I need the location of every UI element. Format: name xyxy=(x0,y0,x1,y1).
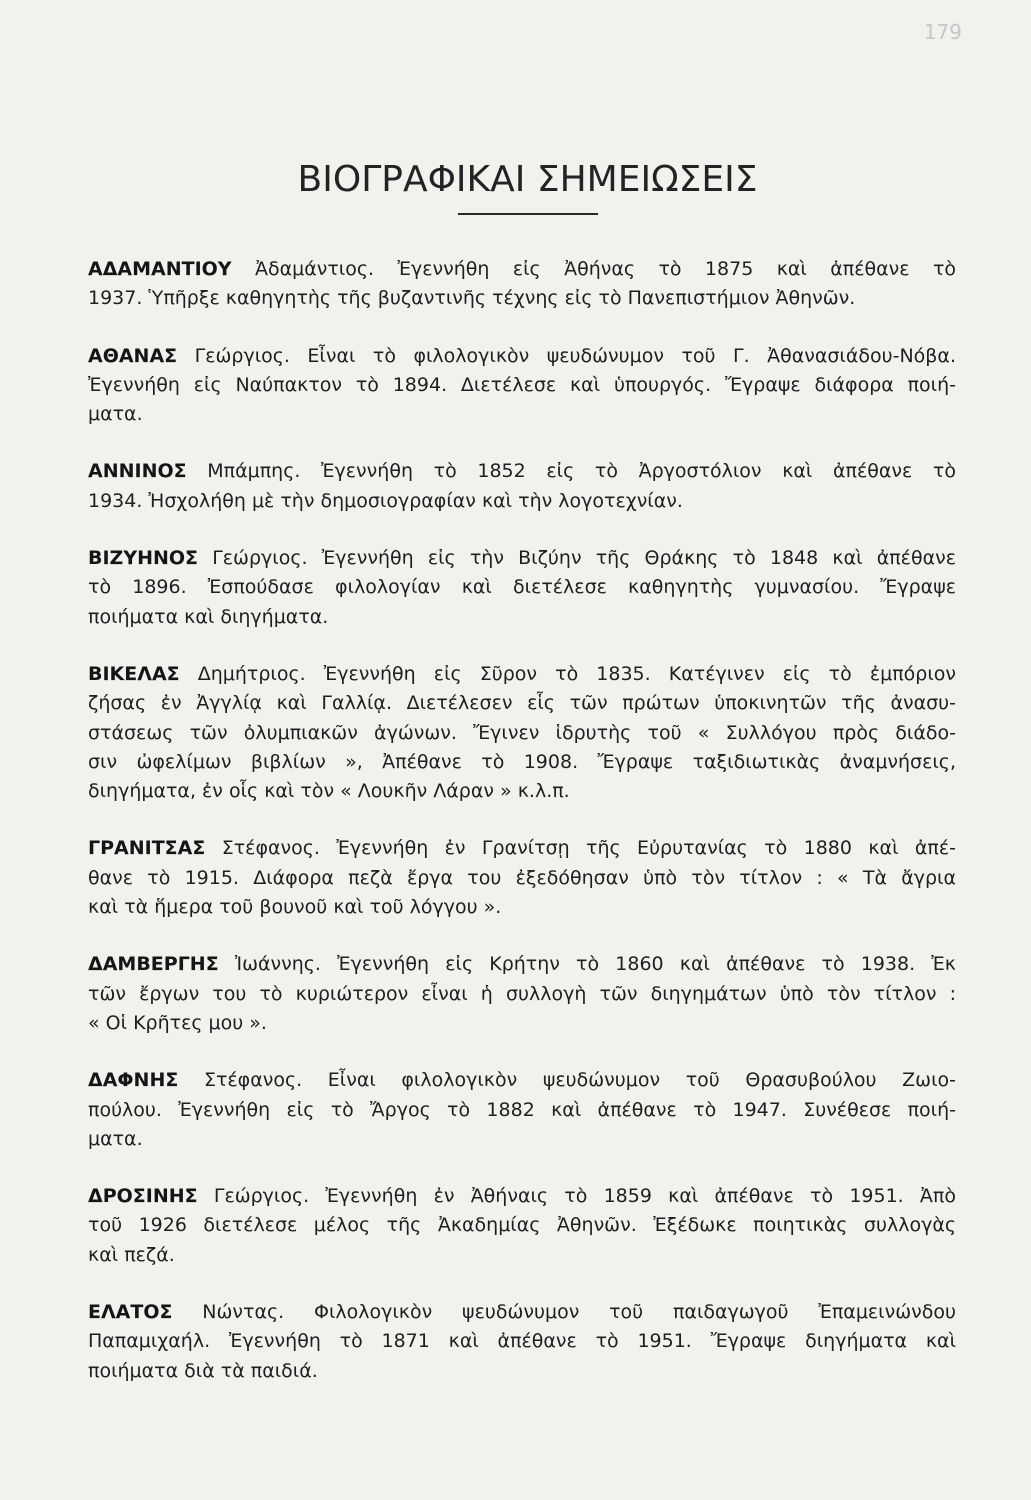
entry-line: καὶ πεζά. xyxy=(88,1243,175,1266)
entry-line xyxy=(88,544,956,573)
entry-line xyxy=(88,1298,956,1327)
entry-vizyinos xyxy=(88,544,956,632)
entry-line xyxy=(88,1182,956,1211)
entry-damvergis xyxy=(88,950,956,1038)
entry-text: Ἀδαμάντιος. Ἐγεννήθη εἰς Ἀθήνας τὸ 1875 καὶ ἀπέθανε τὸ xyxy=(255,258,956,280)
entry-line xyxy=(88,255,956,284)
entry-headword: ΒΙΖΥΗΝΟΣ xyxy=(88,547,199,570)
entry-line: στάσεως τῶν ὀλυμπιακῶν ἀγώνων. Ἔγινεν ἱδρυτὴς τοῦ « Συλλόγου πρὸς διάδο- xyxy=(88,721,956,744)
entry-line xyxy=(88,457,956,486)
entry-headword: ΒΙΚΕΛΑΣ xyxy=(88,662,180,685)
entry-text: Στέφανος. Εἶναι φιλολογικὸν ψευδώνυμον τοῦ Θρασυβούλου Ζωιο- xyxy=(203,1069,956,1092)
entry-text: Γεώργιος. Ἐγεννήθη ἐν Ἀθήναις τὸ 1859 καὶ ἀπέθανε τὸ 1951. Ἀπὸ xyxy=(213,1185,956,1208)
entry-line: τὸ 1896. Ἐσπούδασε φιλολογίαν καὶ διετέλεσε καθηγητὴς γυμνασίου. Ἔγραψε xyxy=(88,576,956,599)
biographical-notes xyxy=(88,255,956,1414)
entry-line xyxy=(88,342,956,371)
entry-text: Γεώργιος. Ἐγεννήθη εἰς τὴν Βιζύην τῆς Θράκης τὸ 1848 καὶ ἀπέθανε xyxy=(212,547,956,570)
entry-text: Δημήτριος. Ἐγεννήθη εἰς Σῦρον τὸ 1835. Κατέγινεν εἰς τὸ ἐμπόριον xyxy=(197,662,956,685)
entry-headword: ΓΡΑΝΙΤΣΑΣ xyxy=(88,837,206,860)
entry-headword: ΔΑΦΝΗΣ xyxy=(88,1069,179,1092)
entry-drosinis xyxy=(88,1182,956,1270)
entry-elatos xyxy=(88,1298,956,1386)
entry-line xyxy=(88,660,956,689)
entry-line: « Οἱ Κρῆτες μου ». xyxy=(88,1011,267,1034)
page-number: 179 xyxy=(923,20,962,44)
entry-line: σιν ὠφελίμων βιβλίων », Ἀπέθανε τὸ 1908. Ἔγραψε ταξιδιωτικὰς ἀναμνήσεις, xyxy=(88,750,956,773)
entry-dafnis xyxy=(88,1066,956,1154)
entry-line: ματα. xyxy=(88,403,143,426)
title-underline xyxy=(458,213,598,215)
entry-line: διηγήματα, ἐν οἷς καὶ τὸν « Λουκῆν Λάραν » κ.λ.π. xyxy=(88,780,570,803)
entry-line: ποιήματα διὰ τὰ παιδιά. xyxy=(88,1359,318,1382)
entry-line: τῶν ἔργων του τὸ κυριώτερον εἶναι ἡ συλλογὴ τῶν διηγημάτων ὑπὸ τὸν τίτλον : xyxy=(88,982,956,1005)
entry-headword: ΔΡΟΣΙΝΗΣ xyxy=(88,1185,198,1208)
entry-headword: ΑΔΑΜΑΝΤΙΟΥ xyxy=(88,258,232,280)
entry-text: Νώντας. Φιλολογικὸν ψευδώνυμον τοῦ παιδαγωγοῦ Ἐπαμεινώνδου xyxy=(202,1301,956,1324)
entry-line: ποιήματα καὶ διηγήματα. xyxy=(88,605,329,628)
entry-headword: ΑΝΝΙΝΟΣ xyxy=(88,460,187,483)
entry-headword: ΕΛΑΤΟΣ xyxy=(88,1301,173,1324)
entry-line: θανε τὸ 1915. Διάφορα πεζὰ ἔργα του ἐξεδόθησαν ὑπὸ τὸν τίτλον : « Τὰ ἄγρια xyxy=(88,866,956,889)
entry-line: καὶ τὰ ἥμερα τοῦ βουνοῦ καὶ τοῦ λόγγου ». xyxy=(88,896,502,919)
entry-text: Στέφανος. Ἐγεννήθη ἐν Γρανίτσῃ τῆς Εὐρυτανίας τὸ 1880 καὶ ἀπέ- xyxy=(221,837,956,860)
entry-line: ματα. xyxy=(88,1127,143,1150)
entry-text: Ἰωάννης. Ἐγεννήθη εἰς Κρήτην τὸ 1860 καὶ ἀπέθανε τὸ 1938. Ἐκ xyxy=(234,953,956,976)
entry-adamantiou xyxy=(88,255,956,314)
entry-line: 1937. Ὑπῆρξε καθηγητὴς τῆς βυζαντινῆς τέχνης εἰς τὸ Πανεπιστήμιον Ἀθηνῶν. xyxy=(88,287,856,310)
entry-anninos xyxy=(88,457,956,516)
entry-text: Μπάμπης. Ἐγεννήθη τὸ 1852 εἰς τὸ Ἀργοστόλιον καὶ ἀπέθανε τὸ xyxy=(207,460,956,483)
entry-line: ζήσας ἐν Ἀγγλίᾳ καὶ Γαλλίᾳ. Διετέλεσεν εἷς τῶν πρώτων ὑποκινητῶν τῆς ἀνασυ- xyxy=(88,692,956,715)
entry-headword: ΔΑΜΒΕΡΓΗΣ xyxy=(88,953,219,976)
entry-line xyxy=(88,834,956,863)
entry-headword: ΑΘΑΝΑΣ xyxy=(88,344,178,367)
entry-vikelas xyxy=(88,660,956,806)
entry-line: πούλου. Ἐγεννήθη εἰς τὸ Ἄργος τὸ 1882 καὶ ἀπέθανε τὸ 1947. Συνέθεσε ποιή- xyxy=(88,1098,956,1121)
entry-athanas xyxy=(88,342,956,430)
entry-line: Παπαμιχαήλ. Ἐγεννήθη τὸ 1871 καὶ ἀπέθανε τὸ 1951. Ἔγραψε διηγήματα καὶ xyxy=(88,1330,956,1353)
entry-line: 1934. Ἠσχολήθη μὲ τὴν δημοσιογραφίαν καὶ τὴν λογοτεχνίαν. xyxy=(88,489,683,512)
entry-line xyxy=(88,950,956,979)
page-title: ΒΙΟΓΡΑΦΙΚΑΙ ΣΗΜΕΙΩΣΕΙΣ xyxy=(297,159,758,200)
entry-line xyxy=(88,1066,956,1095)
entry-text: Γεώργιος. Εἶναι τὸ φιλολογικὸν ψευδώνυμον τοῦ Γ. Ἀθανασιάδου-Νόβα. xyxy=(194,344,956,367)
entry-line: Ἐγεννήθη εἰς Ναύπακτον τὸ 1894. Διετέλεσε καὶ ὑπουργός. Ἔγραψε διάφορα ποιή- xyxy=(88,373,956,396)
entry-granitsas xyxy=(88,834,956,922)
entry-line: τοῦ 1926 διετέλεσε μέλος τῆς Ἀκαδημίας Ἀθηνῶν. Ἐξέδωκε ποιητικὰς συλλογὰς xyxy=(88,1214,956,1237)
